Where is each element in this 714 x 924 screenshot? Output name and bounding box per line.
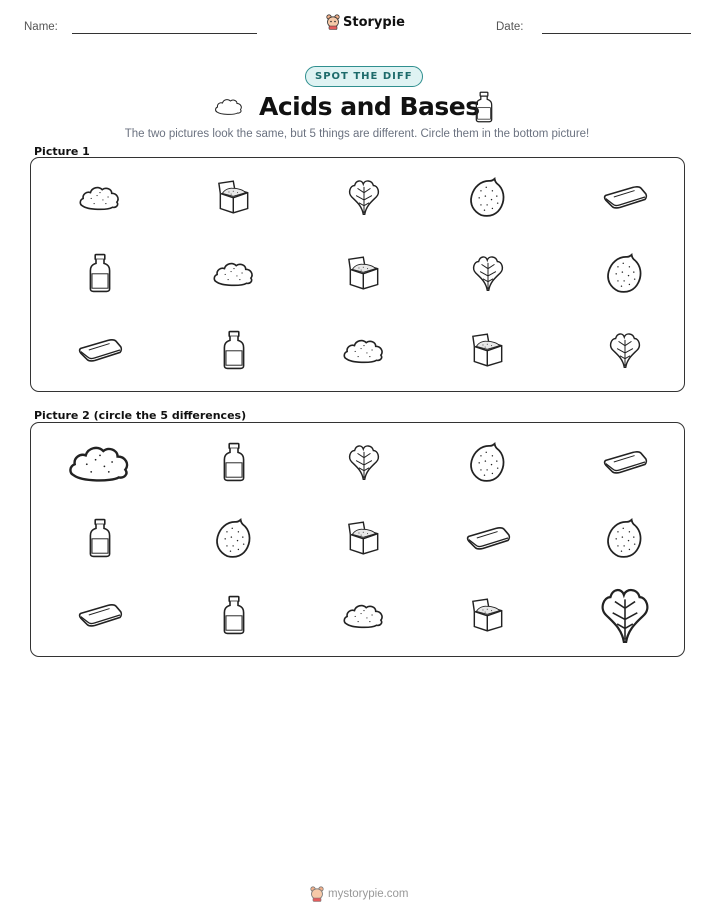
lemon-icon[interactable] (214, 516, 254, 560)
name-field-line[interactable] (72, 33, 257, 34)
baking-soda-icon (212, 258, 256, 288)
spot-the-diff-badge: SPOT THE DIFF (305, 66, 423, 87)
lemon-icon (468, 175, 508, 219)
instructions-text: The two pictures look the same, but 5 things are different. Circle them in the bottom picture! (124, 128, 590, 140)
soap-bar-icon[interactable] (464, 521, 512, 555)
bottle-icon[interactable] (222, 590, 246, 640)
storypie-mascot-icon (326, 14, 340, 30)
spinach-icon (470, 251, 506, 295)
brand-logo (326, 14, 405, 30)
bottle-icon (474, 91, 494, 123)
baking-soda-icon (78, 182, 122, 212)
spinach-icon (607, 328, 643, 372)
lemon-icon (605, 251, 645, 295)
bottle-icon[interactable] (222, 437, 246, 487)
bottle-icon[interactable] (88, 513, 112, 563)
bottle-icon (88, 248, 112, 298)
spinach-icon (346, 175, 382, 219)
baking-soda-icon[interactable] (67, 439, 133, 485)
brand-name: Storypie (343, 14, 405, 30)
date-label: Date: (496, 21, 524, 33)
salt-box-icon[interactable] (346, 517, 382, 559)
picture-1-label: Picture 1 (34, 145, 90, 158)
salt-box-icon (216, 176, 252, 218)
soap-bar-icon (76, 333, 124, 367)
salt-box-icon (346, 252, 382, 294)
date-field-line[interactable] (542, 33, 691, 34)
soap-bar-icon (601, 180, 649, 214)
name-label: Name: (24, 21, 58, 33)
picture-2-label: Picture 2 (circle the 5 differences) (34, 409, 247, 422)
lemon-icon[interactable] (605, 516, 645, 560)
soap-bar-icon[interactable] (601, 445, 649, 479)
footer (310, 886, 409, 902)
spinach-icon[interactable] (346, 440, 382, 484)
bottle-icon (222, 325, 246, 375)
baking-soda-icon[interactable] (342, 600, 386, 630)
footer-site: mystorypie.com (328, 888, 409, 900)
baking-soda-icon (342, 335, 386, 365)
spinach-icon[interactable] (597, 583, 653, 647)
salt-box-icon[interactable] (470, 594, 506, 636)
page-title: Acids and Bases (259, 92, 480, 121)
lemon-icon[interactable] (468, 440, 508, 484)
soap-bar-icon[interactable] (76, 598, 124, 632)
salt-box-icon (470, 329, 506, 371)
baking-soda-icon (214, 95, 244, 117)
storypie-mascot-icon (310, 886, 324, 902)
